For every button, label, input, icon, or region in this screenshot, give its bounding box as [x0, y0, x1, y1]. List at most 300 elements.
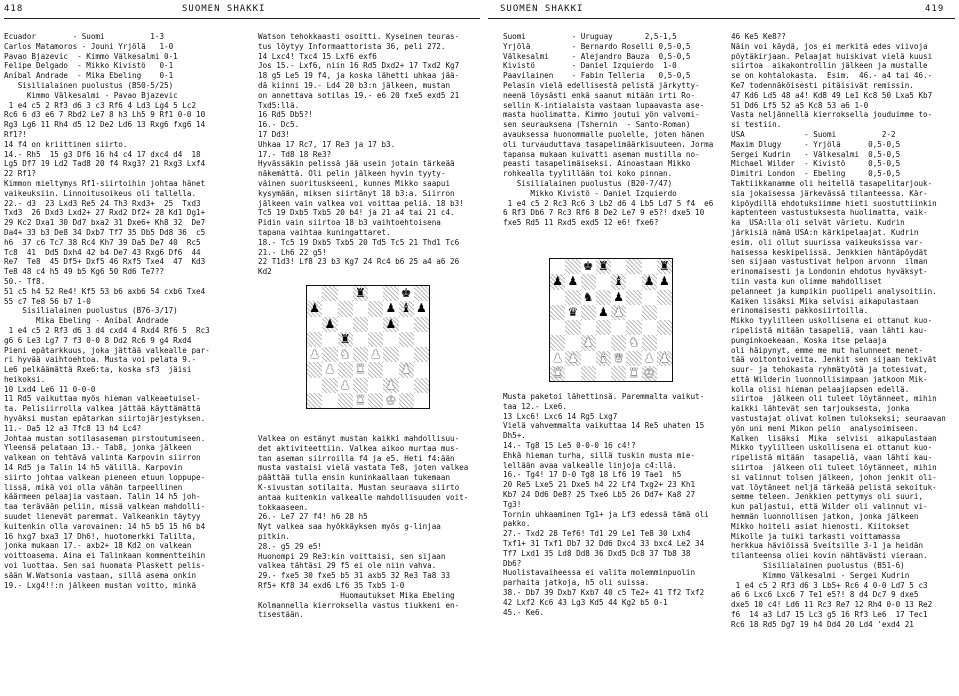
text-line: järkisiä nämä USA:n kärkipelaajat. Kudrin: [731, 227, 919, 237]
left-header-rule: [4, 18, 480, 19]
board-square: [626, 259, 641, 274]
board-square: [642, 335, 657, 350]
text-line: Aníbal Andrade - Mika Ebeling 0-1: [4, 71, 174, 81]
text-line: voi luottaa. Sen sai huomata Plaskett pelis-: [4, 561, 206, 571]
board-square: [626, 351, 641, 366]
board-square: [565, 259, 580, 274]
text-line: Sisilialainen puolustus (B51-6): [731, 561, 905, 571]
text-line: g6 6 Le3 Lg7 7 f3 0-0 8 Dd2 Rc6 9 g4 Rxd4: [4, 335, 192, 345]
board-square: [414, 393, 429, 408]
text-line: Rf1?!: [4, 129, 27, 139]
board-square: [642, 351, 657, 366]
board-square: [414, 286, 429, 301]
column-2-top-text: [258, 32, 486, 282]
board-square: [414, 362, 429, 377]
text-line: Ehkä hieman turha, sillä tuskin musta mie-: [503, 450, 696, 460]
board-square: [642, 274, 657, 289]
text-line: 27.- Txd2 28 Tef6! Td1 29 Le1 Te8 30 Lxh4: [503, 529, 691, 539]
text-line: 10 Lxd4 Le6 11 0-0-0: [4, 384, 96, 394]
chess-piece-icon: ♞: [628, 335, 640, 350]
text-line: 14 Lxc4! Txc4 15 Lxf6 exf6: [258, 51, 377, 61]
board-square: [383, 317, 398, 332]
text-line: sään W.Watsonia vastaan, sillä asema onkin: [4, 570, 197, 580]
board-square: [596, 305, 611, 320]
text-line: 1 e4 c5 2 Rf3 d6 3 c3 Rf6 4 Ld3 Lg4 5 Lc2: [4, 100, 197, 110]
text-line: 16.- Tg4! 17 D-0 Tg8 18 Lf6 19 Tae1 h5: [503, 470, 682, 480]
board-square: [399, 393, 414, 408]
chess-piece-icon: ♟: [309, 301, 320, 316]
board-square: [626, 274, 641, 289]
text-line: Välkesalmi - Alejandro Bauza 0,5-0,5: [503, 51, 691, 61]
board-square: [550, 259, 565, 274]
text-line: vastustajat olivat kolmen tulokseksi; seuraavan: [731, 414, 946, 424]
chess-piece-icon: ♝: [597, 350, 609, 365]
text-line: Vielä vahvemmalta vaikuttaa 14 Re5 uhaten 15: [503, 421, 705, 431]
text-line: Le6 pelkäämättä Rxe6:ta, koska sf3 jäisi: [4, 365, 192, 375]
board-square: [611, 351, 626, 366]
chess-piece-icon: ♟: [582, 335, 594, 350]
text-line: 47 Kd6 Ld5 48 a4! Kd8 49 Le1 Kc8 50 Lxa5 Kb7: [731, 90, 933, 100]
board-square: [322, 317, 337, 332]
text-line: masta huolimatta. Kimmo joutui yön valvomi-: [503, 110, 700, 120]
board-square: [399, 317, 414, 332]
board-square: [353, 393, 368, 408]
board-square: [657, 274, 672, 289]
text-line: Musta paketoi lähettinsä. Paremmalta vaikut-: [503, 392, 705, 401]
text-line: ripelistä mitään tasapeliä, vaan lähti kau-: [731, 453, 933, 463]
text-line: lellään avaa valkealle linjoja c4:llä.: [503, 460, 677, 470]
text-line: erinomaisesti pakkosiirtoilla.: [731, 306, 869, 316]
left-page-number: 418: [4, 4, 24, 14]
text-line: sellin K-intialaista vastaan lupaavasta ase-: [503, 100, 705, 110]
text-line: se on kohtalokasta. Esim. 46.- a4 tai 46.-: [731, 71, 933, 81]
text-line: Carlos Matamoros - Jouni Yrjölä 1-0: [4, 41, 174, 51]
text-line: Maxim Dlugy - Yrjölä 0,5-0,5: [731, 139, 901, 149]
text-line: 18.- Tc5 19 Dxb5 Txb5 20 Td5 Tc5 21 Thd1 Tc6: [258, 237, 460, 247]
chess-piece-icon: ♟: [324, 362, 336, 377]
text-line: heikoksi.: [4, 374, 46, 384]
board-square: [611, 290, 626, 305]
text-line: 22 T1d3! Lf8 23 b3 Kg7 24 Rc4 b6 25 a4 a6 26: [258, 257, 460, 267]
board-square: [414, 317, 429, 332]
text-line: kun paljastui, että Wilder oli valinnut vi-: [731, 502, 928, 512]
text-line: tan aseman siirroilla f4 ja e5. Heti f4:ään: [258, 453, 455, 463]
board-square: [581, 290, 596, 305]
text-line: suudet lienevät paremmat. Valkeankin täytyy: [4, 512, 201, 522]
right-header-rule: [488, 18, 955, 19]
text-line: tapana vaihtaa kuningattaret.: [258, 227, 391, 237]
text-line: pöytäkirjaan. Pelaajat huiskivat vielä kuusi: [731, 51, 933, 61]
board-square: [383, 301, 398, 316]
text-line: yön uni meni Mikon pelin analysoimiseen.: [731, 423, 919, 433]
text-line: Ecuador - Suomi 1-3: [4, 32, 165, 41]
board-square: [657, 259, 672, 274]
board-square: [414, 332, 429, 347]
text-line: kolla olisi hieman pelaajiapsen edellä.: [731, 384, 910, 394]
board-square: [338, 347, 353, 362]
text-line: esim. oli ollut suurissa vaikeuksissa var-: [731, 237, 924, 247]
text-line: Mikko Kivistö - Daniel Izquierdo: [503, 188, 677, 198]
chess-piece-icon: ♜: [354, 392, 366, 407]
text-line: Pidin vain siirtoa 18 b3 vaihtoehtoisena: [258, 218, 441, 228]
text-line: 22.- d3 23 Lxd3 Re5 24 Th3 Rxd3+ 25 Txd3: [4, 198, 201, 208]
text-line: Dh5+.: [503, 431, 526, 441]
text-line: lissä, mikä voi olla vähän tarpeellinen: [4, 482, 183, 492]
board-square: [596, 259, 611, 274]
text-line: Vasta neljännellä kierroksella jouduimme to-: [731, 110, 933, 120]
text-line: Näin voi käydä, jos ei merkitä edes viivoja: [731, 41, 928, 51]
text-line: että Wilderin luonnollisimpaan jatkoon Mik-: [731, 374, 928, 384]
board-square: [596, 366, 611, 381]
chess-piece-icon: ♚: [400, 286, 412, 300]
text-line: Rc6 18 Rd5 Dg7 19 h4 Dd4 20 Ld4 'exd4 21: [731, 619, 914, 629]
board-square: [383, 347, 398, 362]
chess-piece-icon: ♟: [309, 347, 320, 361]
text-line: ta. Pelisiirrolla valkea jättää käyttämättä: [4, 404, 201, 414]
board-square: [368, 286, 383, 301]
board-square: [338, 301, 353, 316]
chess-piece-icon: ♜: [339, 331, 351, 346]
chess-piece-icon: ♜: [354, 286, 366, 300]
board-square: [657, 351, 672, 366]
chess-piece-icon: ♞: [582, 289, 594, 304]
text-line: 29 Kc2 Dxa1 30 Dd7 bxa2 31 Dxe6+ Kh8 32 De7: [4, 218, 206, 228]
text-line: Kalken lisäksi Mika selvisi aikapulastaan: [731, 433, 937, 443]
chess-piece-icon: ♟: [552, 274, 563, 289]
board-square: [611, 366, 626, 381]
board-square: [383, 286, 398, 301]
text-line: 22 Rf1?: [4, 169, 37, 179]
board-square: [338, 378, 353, 393]
text-line: Kimmo Välkesalmi - Pavao Bjazevic: [4, 90, 178, 100]
chess-piece-icon: ♜: [552, 365, 563, 380]
text-line: 19.- Lxg4!!:n jälkeen mustan voitto, minkä: [4, 580, 197, 590]
text-line: 17 Dd3!: [258, 129, 291, 139]
board-square: [581, 259, 596, 274]
text-line: f6 14 a3 Ld7 15 Lc3 g5 16 Rf3 Le6 17 Tec1: [731, 610, 928, 620]
chess-piece-icon: ♟: [324, 316, 336, 331]
chess-piece-icon: ♚: [643, 365, 655, 380]
text-line: vaikeuksiin. Linnoitusoikeus oli tallella.: [4, 188, 197, 198]
text-line: on annettava sotilas 19.- e6 20 fxe5 exd5 21: [258, 90, 460, 100]
text-line: Tf7 Lxd1 35 Ld8 Dd8 36 Dxd5 Dc8 37 Tb8 38: [503, 548, 691, 558]
text-line: parhaita jatkoja, h5 oli suissa.: [503, 578, 650, 588]
chess-piece-icon: ♟: [415, 301, 427, 316]
text-line: fxe5 Rd5 11 Rxd5 exd5 12 e6! fxe6?: [503, 218, 659, 228]
board-square: [596, 320, 611, 335]
text-line: 1 e4 c5 2 Rc3 Rc6 3 Lb2 d6 4 Lb5 Ld7 5 f4 e6: [503, 198, 714, 208]
board-square: [414, 378, 429, 393]
board-square: [322, 378, 337, 393]
text-line: Te8 48 c4 h5 49 b5 Kg6 50 Rd6 Te7??: [4, 267, 165, 277]
text-line: kaptenteen vastustuksesta huolimatta, vaik-: [731, 208, 928, 218]
text-line: musta vastaisi vielä vastata Te8, joten valkea: [258, 463, 469, 473]
text-line: Ke7 todennäköisesti pitäisivät remissin.: [731, 80, 914, 90]
board-square: [581, 274, 596, 289]
text-line: haisessa keskipelissä. Jenkkien häntäpöydät: [731, 247, 928, 257]
board-square: [565, 320, 580, 335]
board-square: [581, 335, 596, 350]
text-line: suur- ja tehokasta ryhmätyötä ja totesivat,: [731, 365, 928, 375]
text-line: 50.- Tf8.: [4, 276, 46, 286]
board-square: [322, 301, 337, 316]
chess-piece-icon: ♟: [567, 274, 579, 289]
chess-piece-icon: ♟: [658, 274, 670, 289]
text-line: Rc6 6 d3 e6 7 Rbd2 Le7 8 h3 Lh5 9 Rf1 0-0 10: [4, 110, 206, 120]
text-line: hyväksi mustan epätarkan siirtojärjestyksen.: [4, 414, 206, 424]
text-line: voittoasema. Aina ei Talinkaan kommentteihin: [4, 551, 206, 561]
text-line: Mikolle ja tuiki tarkasti voittamassa: [731, 531, 901, 541]
text-line: herkkua häviöissä Sveitsille 3-1 ja heidän: [731, 541, 924, 551]
text-line: Valkea on estänyt mustan kaikki mahdollisuu-: [258, 434, 460, 443]
board-square: [565, 366, 580, 381]
text-line: erinomaisesti ja Londonin ehdotus hyväksyt-: [731, 267, 928, 277]
text-line: kuitenkin olla varovainen: 14 h5 b5 15 h6 b4: [4, 521, 206, 531]
board-square: [353, 378, 368, 393]
board-square: [642, 366, 657, 381]
text-line: USA - Suomi 2-2: [731, 129, 896, 139]
text-line: Yrjölä - Bernardo Roselli 0,5-0,5: [503, 41, 691, 51]
text-line: tiin vasta kun olimme mahdolliset: [731, 276, 882, 286]
text-line: 26.- Le7 27 f4! h6 28 h5: [258, 512, 368, 522]
board-square: [399, 362, 414, 377]
board-square: [383, 332, 398, 347]
chess-piece-icon: ♟: [613, 289, 624, 304]
text-line: Pieni epätarkkuus, joka jättää valkealle par-: [4, 345, 210, 355]
text-line: oli häipynyt, emme me mut halunneet menet-: [731, 345, 924, 355]
text-line: Mikko hoiteli asiat hienosti. Kiitokset: [731, 521, 910, 531]
text-line: ripelistä mitään tasapeliä, vaan lähti kau-: [731, 325, 928, 335]
text-line: Lg5 Df7 19 Ld2 Tad8 20 f4 Rxg3? 21 Rxg3 Lxf4: [4, 159, 206, 169]
chess-piece-icon: ♟: [597, 304, 609, 319]
text-line: kysymään, miksen siirtänyt 18 b3:a. Siirron: [258, 188, 455, 198]
text-line: antaa kuitenkin valkealle mahdollisuuden voit-: [258, 492, 469, 502]
board-square: [383, 393, 398, 408]
board-square: [565, 274, 580, 289]
board-square: [414, 347, 429, 362]
text-line: 17.- Td8 18 Re3?: [258, 149, 332, 159]
text-line: K-sivustan sotilaita. Mustan seuraava siirto: [258, 482, 460, 492]
board-square: [353, 362, 368, 377]
text-line: oli turvauduttava tasapelimäärkisuuteen. Jorma: [503, 139, 714, 149]
chess-piece-icon: ♟: [385, 316, 397, 331]
column-3-top-text: [503, 32, 721, 262]
board-square: [399, 347, 414, 362]
text-line: 6 Rf3 Db6 7 Rc3 Rf6 8 De2 Le7 9 e5?! dxe5 10: [503, 208, 705, 218]
board-square: [626, 320, 641, 335]
board-square: [565, 305, 580, 320]
chess-diagram-2: [549, 258, 673, 382]
board-square: [307, 317, 322, 332]
text-line: Tc8 41 Dd5 Dxh4 42 b4 De7 43 Rxg6 Df6 44: [4, 247, 201, 257]
text-line: 14 f4 on kriittinen siirto.: [4, 139, 128, 149]
text-line: kaikki lähtevät sen tarjouksesta, jonka: [731, 404, 910, 414]
board-square: [642, 290, 657, 305]
text-line: Pelasin vielä edellisestä pelistä järkytty-: [503, 80, 700, 90]
board-square: [322, 393, 337, 408]
board-square: [368, 332, 383, 347]
chess-piece-icon: ♚: [385, 392, 397, 407]
text-line: si testiin.: [731, 120, 782, 130]
board-square: [550, 320, 565, 335]
text-line: Tornin uhkaaminen Tg1+ ja Lf3 edessä tämä oli: [503, 509, 709, 519]
text-line: 16 hxg7 bxa3 17 Dh6!, huotomerkki Talilta,: [4, 531, 197, 541]
board-square: [399, 378, 414, 393]
text-line: Txd3 26 Dxd3 Lxd2+ 27 Rxd2 Df2+ 28 Kd1 Dg1+: [4, 208, 206, 218]
board-square: [642, 320, 657, 335]
text-line: Johtaa mustan sotilasaseman pirstoutumiseen.: [4, 433, 206, 443]
board-square: [307, 393, 322, 408]
text-line: Mikko tyylilleen uskollisena ei ottanut kuo-: [731, 443, 933, 453]
text-line: Paavilainen - Fabin Telleria 0,5-0,5: [503, 71, 691, 81]
text-line: näkemättä. Oli pelin jälkeen hyvin tyyty-: [258, 169, 446, 179]
text-line: Taktiikkanamme oli heitellä tasapelitarjouk-: [731, 178, 933, 188]
chess-piece-icon: ♝: [400, 301, 412, 316]
text-line: Sergei Kudrin - Välkesalmi 0,5-0,5: [731, 149, 901, 159]
board-square: [565, 290, 580, 305]
text-line: tää voitontoiveita. Jenkit sen sijaan tekivät: [731, 355, 937, 365]
text-line: Felipe Delgado - Mikko Kivistö 0-1: [4, 61, 174, 71]
board-square: [581, 305, 596, 320]
text-line: Txf1+ 31 Txf1 Db7 32 Dd6 Dxc4 33 bxc4 Le2 34: [503, 538, 705, 548]
text-line: Huonompi 29 Re3:kin voittaisi, sen sijaan: [258, 551, 446, 561]
board-square: [368, 301, 383, 316]
board-square: [338, 362, 353, 377]
text-line: 29.- fxe5 30 fxe5 b5 31 axb5 32 Re3 Ta8 33: [258, 571, 451, 581]
text-line: Mika Ebeling - Aníbal Andrade: [4, 316, 169, 326]
text-line: Dimitri London - Ebeling 0,5-0,5: [731, 169, 901, 179]
text-line: Mikko tyylilleen uskollisena ei ottanut kuo-: [731, 316, 933, 326]
text-line: 14 Rd5 ja Talin 14 h5 välillä. Karpovin: [4, 463, 183, 473]
text-line: Kb7 24 Dd6 De8? 25 Txe6 Lb5 26 Dd7+ Ka8 27: [503, 489, 696, 499]
board-square: [550, 335, 565, 350]
text-line: Tc5 19 Dxb5 Txb5 20 b4! ja 21 a4 tai 21 c4.: [258, 208, 455, 218]
board-square: [399, 332, 414, 347]
text-line: 55 c7 Te8 56 b7 1-0: [4, 296, 91, 306]
board-square: [550, 305, 565, 320]
text-line: Re7 Te8 45 Df5+ Dxf5 46 Rxf5 Txe4 47 Kd3: [4, 257, 206, 267]
board-square: [322, 362, 337, 377]
text-line: 14.- Tg8 15 Le5 0-0-0 16 c4!?: [503, 440, 636, 450]
board-square: [414, 301, 429, 316]
chess-piece-icon: ♛: [613, 350, 624, 365]
text-line: tapansa mukaan kuivatti aseman mustilla no-: [503, 149, 700, 159]
text-line: rohkealla tyylillään toi koko pinnan.: [503, 169, 673, 179]
board-square: [626, 335, 641, 350]
text-line: pelanneet ja kumpikin puolipeli analysoitiin.: [731, 286, 937, 296]
board-square: [307, 362, 322, 377]
chess-piece-icon: ♟: [385, 377, 397, 392]
text-line: Rg3 Lg6 11 Rh4 d5 12 De2 Ld6 13 Rxg6 fxg6 14: [4, 120, 206, 130]
text-line: ka USA:lla oli selvät värietu. Kudrin: [731, 218, 905, 228]
chess-piece-icon: ♟: [385, 301, 397, 316]
column-3-bottom-text: [503, 392, 721, 652]
board-square: [611, 305, 626, 320]
text-line: Huolistavaiheessa ei valita molemminpuolin: [503, 568, 696, 578]
board-square: [581, 320, 596, 335]
text-line: taa terävään peliin, missä valkean mahdolli-: [4, 502, 206, 512]
text-line: 20 Re5 Lxe5 21 Dxe5 h4 22 Lf4 Txg2+ 23 Kh1: [503, 480, 696, 490]
board-square: [657, 290, 672, 305]
text-line: jälkeen vain valkea voi voittaa peliä. 18 b3!: [258, 198, 464, 208]
text-line: Kimmon mieltymys Rf1-siirtoihin johtaa hänet: [4, 178, 206, 188]
text-line: sia jokaisessa järkevässä tilanteessa. Kär-: [731, 188, 928, 198]
text-line: avauksessa huonommalle puolelle, joten hänen: [503, 129, 705, 139]
text-line: det aktiviteettiin. Valkea aikoo murtaa mus-: [258, 443, 460, 453]
board-square: [596, 335, 611, 350]
chess-piece-icon: ♟: [370, 347, 381, 361]
text-line: 28.- g5 29 e5!: [258, 541, 323, 551]
board-square: [626, 290, 641, 305]
text-line: pakko.: [503, 519, 531, 529]
column-1-text: [4, 32, 250, 692]
text-line: 16 Rd5 Db5?!: [258, 110, 313, 120]
board-square: [307, 332, 322, 347]
chess-diagram-1: [306, 285, 430, 409]
text-line: sen sijaan vastustivat helpon arvonn ilman: [731, 257, 928, 267]
text-line: 51 c5 h4 52 Re4! Kf5 53 b6 axb6 54 cxb6 Txe4: [4, 286, 206, 296]
text-line: Hyvässäkin pelissä jää usein jotain tärkeää: [258, 159, 455, 169]
text-line: Tg3!: [503, 499, 522, 509]
text-line: 45.- Ke6.: [503, 607, 545, 617]
text-line: ri hyvää vaihtoehtoa. Musta voi pelata 9.-: [4, 355, 197, 365]
text-line: Yleensä pelataan 13.- Tab8, jonka jälkeen: [4, 443, 192, 453]
column-4-text: [731, 32, 957, 692]
chess-piece-icon: ♟: [567, 350, 579, 365]
board-square: [550, 351, 565, 366]
board-square: [657, 320, 672, 335]
text-line: Db6?: [503, 558, 522, 568]
text-line: Watson tehokkaasti osoitti. Kyseinen teuras-: [258, 32, 460, 41]
board-square: [581, 351, 596, 366]
text-line: pitkin.: [258, 531, 291, 541]
chess-piece-icon: ♜: [354, 362, 366, 377]
text-line: Sisilialainen puolustus (B76-3/17): [4, 306, 178, 316]
board-square: [307, 286, 322, 301]
text-line: vat löytäneet neljä tärkeää pelistä sekoituk-: [731, 482, 937, 492]
text-line: 51 Dd6 Lf5 52 a5 Kc8 53 a6 1-0: [731, 100, 869, 110]
chess-piece-icon: ♚: [582, 259, 594, 273]
board-square: [353, 301, 368, 316]
text-line: Nyt valkea saa hyökkäyksen myös g-linjaa: [258, 522, 441, 532]
board-square: [383, 362, 398, 377]
text-line: 13 Lxc6! Lxc6 14 Rg5 Lxg7: [503, 411, 618, 421]
text-line: Rf5+ Kf8 34 exd6 Lf6 35 Txb5 1-0: [258, 580, 405, 590]
text-line: siirto johtaa valkean pieneen etuun loppupe-: [4, 472, 206, 482]
text-line: 1 e4 c5 2 Rf3 d6 3 d4 cxd4 4 Rxd4 Rf6 5 Rc3: [4, 325, 210, 335]
text-line: Sisilialainen puolustus (B20-7/47): [503, 178, 673, 188]
text-line: väinen suorituskseeni, kunnes Mikko saapui: [258, 178, 451, 188]
board-square: [611, 335, 626, 350]
board-square: [368, 378, 383, 393]
board-square: [338, 332, 353, 347]
board-square: [611, 274, 626, 289]
board-square: [611, 320, 626, 335]
text-line: siirtoa jälkeen oli tuleet löytänneet, mihin: [731, 394, 937, 404]
chess-piece-icon: ♟: [643, 350, 655, 365]
board-square: [550, 366, 565, 381]
board-square: [322, 332, 337, 347]
board-square: [368, 347, 383, 362]
text-line: neenä löysästi enkä saanut mitään irti Ro-: [503, 90, 696, 100]
text-line: kipöydillä ehdotuksiimme hieti suostuttiinkin: [731, 198, 937, 208]
board-square: [550, 274, 565, 289]
text-line: Jos 15.- Lxf6, niin 16 Rd5 Dxd2+ 17 Txd2 Kg7: [258, 61, 460, 71]
board-square: [550, 290, 565, 305]
chess-piece-icon: ♜: [658, 259, 670, 273]
right-page-number: 419: [925, 4, 945, 14]
board-square: [565, 351, 580, 366]
